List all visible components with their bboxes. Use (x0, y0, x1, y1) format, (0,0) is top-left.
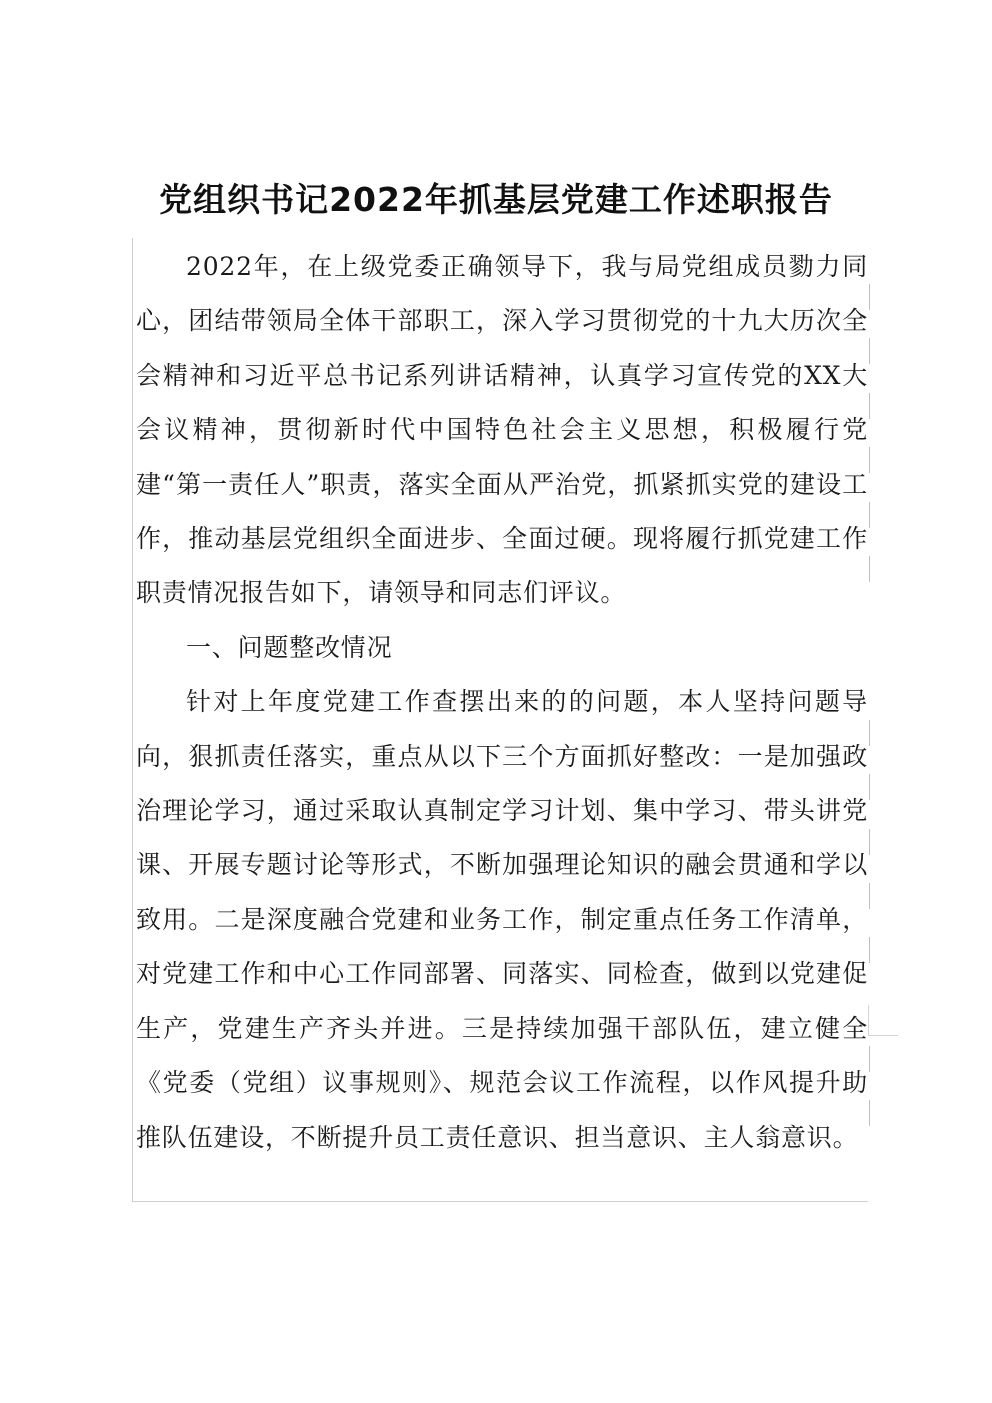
line-end-mark (869, 393, 870, 419)
line-end-mark (869, 338, 870, 364)
frame-corner-mark (868, 1005, 869, 1035)
line-end-mark (869, 937, 870, 963)
line-end-mark (869, 883, 870, 909)
line-end-mark (869, 829, 870, 855)
rectification-paragraph: 针对上年度党建工作查摆出来的的问题，本人坚持问题导向，狠抓责任落实，重点从以下三个方面抓好整改：一是加强政治理论学习，通过采取认真制定学习计划、集中学习、带头讲党课、开展专题讨论等形式，不断加强理论知识的融会贯通和学以致用。二是深度融合党建和业务工作，制定重点任务工作清单，对党建工作和中心工作同部署、同落实、同检查，做到以党建促生产，党建生产齐头并进。三是持续加强干部队伍，建立健全《党委（党组）议事规则》、规范会议工作流程，以作风提升助推队伍建设，不断提升员工责任意识、担当意识、主人翁意识。 (136, 687, 868, 1152)
line-end-mark (869, 774, 870, 800)
frame-corner-mark (868, 1035, 898, 1036)
line-end-mark (869, 720, 870, 746)
document-title: 党组织书记2022年抓基层党建工作述职报告 (159, 180, 833, 219)
section-heading: 一、问题整改情况 (186, 632, 393, 662)
frame-corner-mark (132, 238, 133, 252)
document-body (136, 240, 868, 1165)
line-end-mark (869, 447, 870, 473)
line-end-mark (869, 1100, 870, 1126)
line-end-mark (869, 1046, 870, 1072)
line-end-mark (869, 284, 870, 310)
line-end-mark (869, 556, 870, 582)
intro-paragraph: 2022年，在上级党委正确领导下，我与局党组成员勠力同心，团结带领局全体干部职工，深入学习贯彻党的十九大历次全会精神和习近平总书记系列讲话精神，认真学习宣传党的XX大会议精神，贯彻新时代中国特色社会主义思想，积极履行党建“第一责任人”职责，落实全面从严治党，抓紧抓实党的建设工作，推动基层党组织全面进步、全面过硬。现将履行抓党建工作职责情况报告如下，请领导和同志们评议。 (136, 252, 868, 608)
line-end-mark (869, 502, 870, 528)
